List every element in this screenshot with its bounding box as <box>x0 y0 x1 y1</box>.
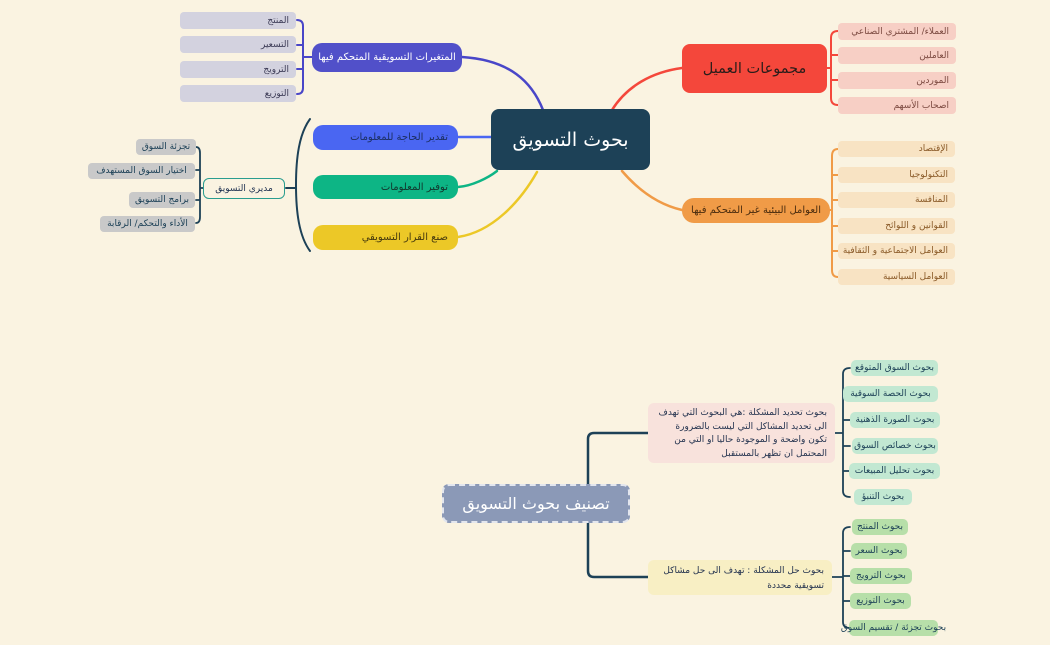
child-technology[interactable]: التكنولوجيا <box>838 167 955 183</box>
child-market-share-research[interactable]: بحوث الحصة السوقية <box>843 386 938 402</box>
child-suppliers[interactable]: الموردين <box>838 72 956 89</box>
child-laws-regulations[interactable]: القوانين و اللوائح <box>838 218 955 234</box>
node-marketing-research-classification[interactable]: تصنيف بحوث التسويق <box>442 484 630 523</box>
child-promotion-research[interactable]: بحوث الترويج <box>850 568 912 584</box>
connector-controllable-children <box>297 20 312 94</box>
child-performance-control[interactable]: الأداء والتحكم/ الرقابة <box>100 216 195 232</box>
connector-environment-center <box>622 171 682 210</box>
child-price-research[interactable]: بحوث السعر <box>851 543 907 559</box>
child-customers-industrial-buyer[interactable]: العملاء/ المشتري الصناعي <box>838 23 956 40</box>
child-mental-image-research[interactable]: بحوث الصورة الذهنية <box>850 412 940 428</box>
child-competition[interactable]: المنافسة <box>838 192 955 208</box>
child-economy[interactable]: الإقتصاد <box>838 141 955 157</box>
child-market-characteristics-research[interactable]: بحوث خصائص السوق <box>852 438 938 454</box>
connector-customer-center <box>612 68 682 110</box>
connector-problem-solving-children <box>832 527 850 628</box>
connector-decide-center <box>458 172 537 237</box>
child-social-cultural-factors[interactable]: العوامل الاجتماعية و الثقافية <box>838 243 955 259</box>
child-forecasting-research[interactable]: بحوث التنبؤ <box>854 489 912 505</box>
connector-customer-children <box>827 31 838 105</box>
child-segmentation-research[interactable]: بحوث تجزئة / تقسيم السوق <box>849 620 938 636</box>
child-political-factors[interactable]: العوامل السياسية <box>838 269 955 285</box>
canvas-bottom-edge <box>0 645 1050 650</box>
child-potential-market-research[interactable]: بحوث السوق المتوقع <box>851 360 938 376</box>
node-marketing-research[interactable]: بحوث التسويق <box>491 109 650 170</box>
branch-uncontrollable-environmental-factors[interactable]: العوامل البيئية غير المتحكم فيها <box>682 198 830 223</box>
child-pricing[interactable]: التسعير <box>180 36 296 53</box>
child-distribution[interactable]: التوزيع <box>180 85 296 102</box>
child-employees[interactable]: العاملين <box>838 47 956 64</box>
node-marketing-managers[interactable]: مديري التسويق <box>203 178 285 199</box>
node-assess-information-need[interactable]: تقدير الحاجة للمعلومات <box>313 125 458 150</box>
node-problem-solving-research[interactable]: بحوث حل المشكلة : تهدف الى حل مشاكل تسويقية محددة <box>648 560 832 595</box>
connector-environment-children <box>830 149 838 277</box>
child-marketing-programs[interactable]: برامج التسويق <box>129 192 195 208</box>
child-product[interactable]: المنتج <box>180 12 296 29</box>
node-problem-identification-research[interactable]: بحوث تحديد المشكلة :هي البحوث التي تهدف الى تحديد المشاكل التي ليست بالضرورة تكون واضحة و الموجودة حاليا او التي من المحتمل ان تظهر بالمستقبل <box>648 403 835 463</box>
child-product-research[interactable]: بحوث المنتج <box>852 519 908 535</box>
child-promotion[interactable]: الترويج <box>180 61 296 78</box>
connector-provide-center <box>458 171 497 187</box>
connector-controllable-center <box>462 57 543 110</box>
child-shareholders[interactable]: اصحاب الأسهم <box>838 97 956 114</box>
child-target-market-selection[interactable]: اختيار السوق المستهدف <box>88 163 195 179</box>
node-make-marketing-decision[interactable]: صنع القرار التسويقي <box>313 225 458 250</box>
brace-steps <box>296 119 310 251</box>
branch-customer-groups[interactable]: مجموعات العميل <box>682 44 827 93</box>
child-distribution-research[interactable]: بحوث التوزيع <box>850 593 911 609</box>
node-provide-information[interactable]: توفير المعلومات <box>313 175 458 199</box>
child-market-segmentation[interactable]: تجزئة السوق <box>136 139 196 155</box>
child-sales-analysis-research[interactable]: بحوث تحليل المبيعات <box>849 463 940 479</box>
branch-controllable-marketing-variables[interactable]: المتغيرات التسويقية المتحكم فيها <box>312 43 462 72</box>
connector-managers-children <box>196 147 203 223</box>
